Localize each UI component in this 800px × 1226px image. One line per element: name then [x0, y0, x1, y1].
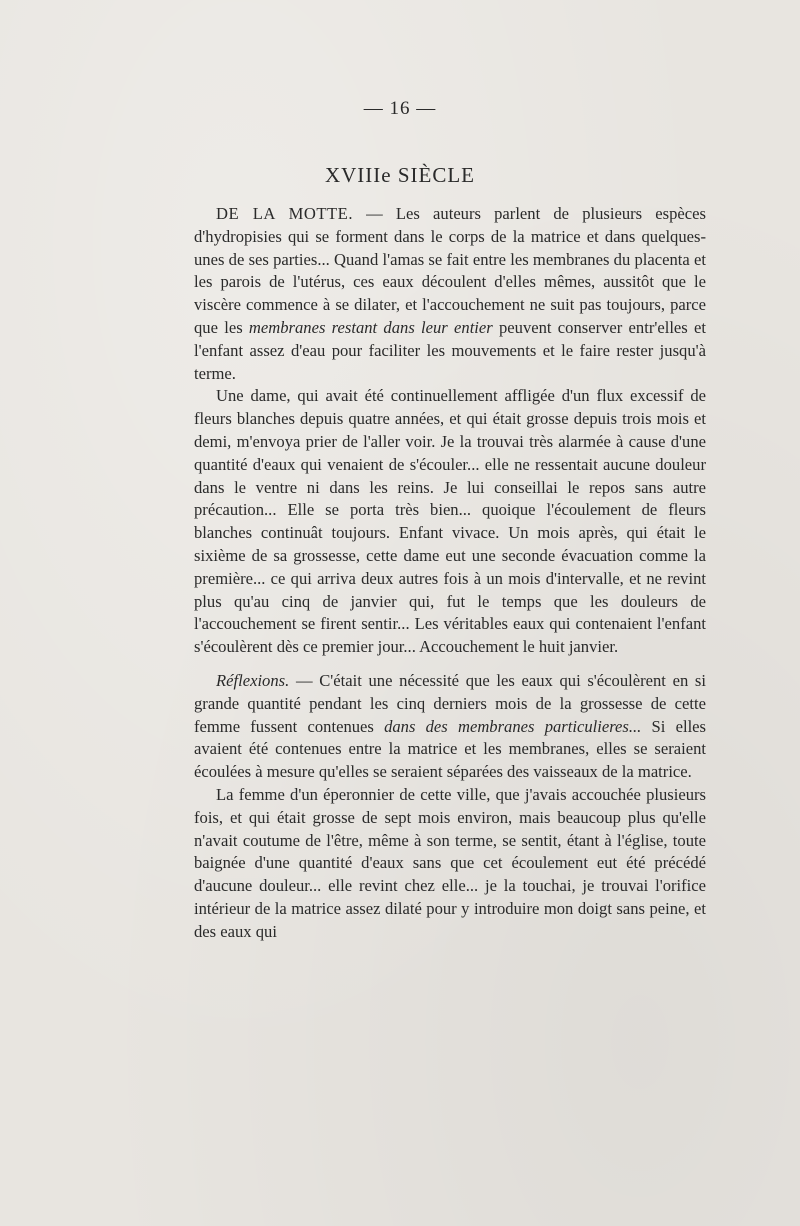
body-text — [194, 203, 706, 944]
paragraph-1-text-b: peuvent conserver entr'elles et l'enfant assez d'eau pour faciliter les mouvements et le faire rester jusqu'à terme. — [194, 317, 706, 383]
paragraph-2: Une dame, qui avait été continuellement affligée d'un flux excessif de fleurs blanches depuis quatre années, et qui était grosse depuis trois mois et demi, m'envoya prier de l'aller voir. Je la trouvai très alarmée à cause d'une quantité d'eaux qui venaient de s'écouler... elle ne ressentait aucune douleur dans le ventre ni dans les reins. Je lui conseillai le repos sans autre précaution... Elle se porta très bien... quoique l'écoulement de fleurs blanches continuât toujours. Enfant vivace. Un mois après, qui était le sixième de sa grossesse, cette dame eut une seconde évacuation comme la première... ce qui arriva deux autres fois à un mois d'intervalle, et ne revint plus qu'au cinq de janvier qui, fut le temps que les douleurs de l'accouchement se firent sentir... Les véritables eaux qui contenaient l'enfant s'écoulèrent dès ce premier jour... Accouchement le huit janvier. — [194, 386, 706, 657]
paragraph-1 — [194, 203, 706, 385]
paragraph-3-italic: dans des membranes particulieres... — [384, 716, 642, 736]
paragraph-3 — [194, 670, 706, 784]
section-heading: XVIIIe SIÈCLE — [324, 163, 476, 187]
paragraph-3-text-a: — C'était une nécessité que les eaux qui s'écoulèrent en si grande quantité pendant les cinq derniers mois de la grossesse de cette femme fussent contenues — [194, 670, 706, 736]
paragraph-3-text-b: Si elles avaient été contenues entre la matrice et les membranes, elles se seraient écoulées à mesure qu'elles se seraient séparées des vaisseaux de la matrice. — [194, 716, 707, 782]
paragraph-4: La femme d'un éperonnier de cette ville, que j'avais accouchée plusieurs fois, et qui était grosse de sept mois environ, mais beaucoup plus qu'elle n'avait coutume de l'être, même à son terme, se sentit, étant à l'église, toute baignée d'une quantité d'eaux sans que cet écoulement eut été précédé d'aucune douleur... elle revint chez elle... je la touchai, je trouvai l'orifice intérieur de la matrice assez dilaté pour y introduire mon doigt sans peine, et des eaux qui — [194, 784, 706, 941]
paragraph-1-text-a: — Les auteurs parlent de plusieurs espèces d'hydropisies qui se forment dans le corps de la matrice et dans quelques-unes de ses parties... Quand l'amas se fait entre les membranes du placenta et les parois de l'utérus, ces eaux découlent d'elles mêmes, aussitôt que le viscère commence à se dilater, et l'accouchement ne suit pas toujours, parce que les — [194, 204, 706, 337]
author-name: DE LA MOTTE. — [216, 204, 353, 223]
reflexions-label: Réflexions. — [216, 670, 290, 690]
page-number: — 16 — — [363, 98, 437, 119]
paragraph-1-italic: membranes restant dans leur entier — [248, 317, 493, 337]
